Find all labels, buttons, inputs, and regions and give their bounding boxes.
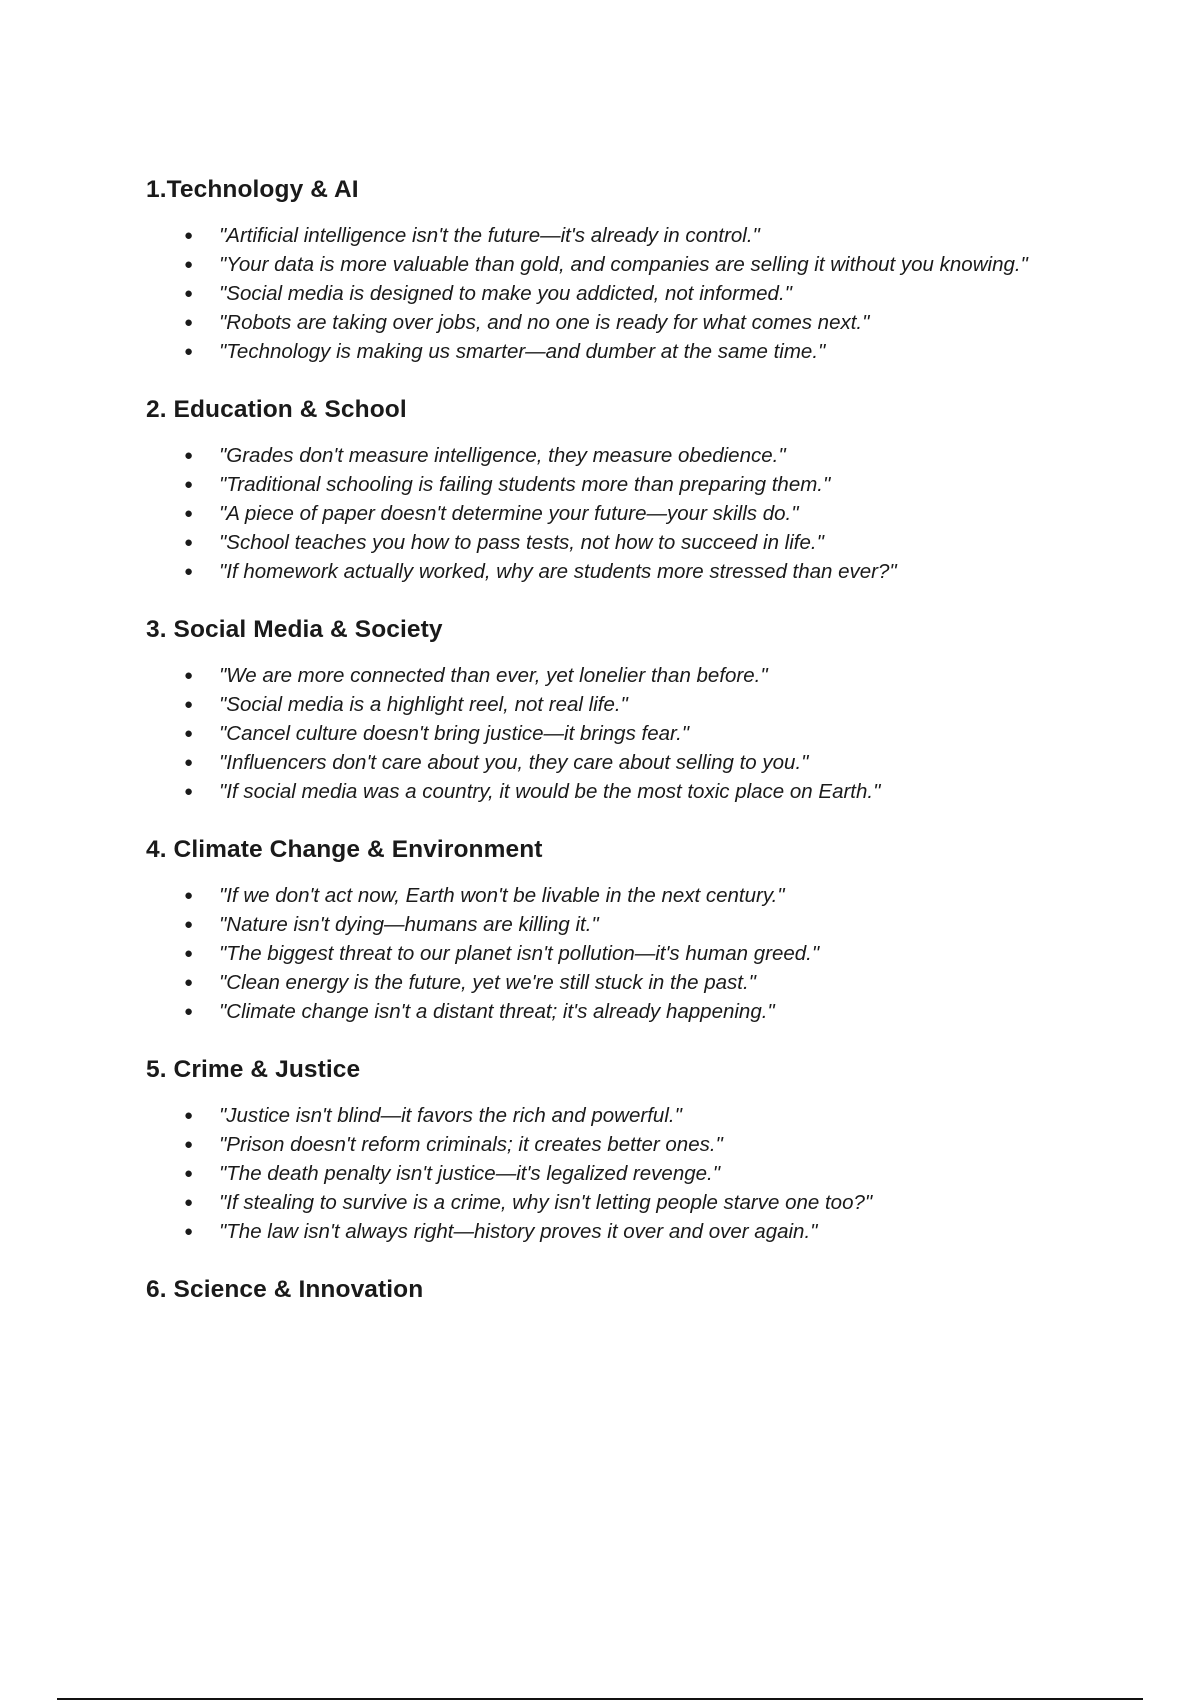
list-item: ● "Social media is a highlight reel, not real life." <box>146 690 1065 719</box>
list-item: ● "Nature isn't dying—humans are killing it." <box>146 910 1065 939</box>
bullet-icon: ● <box>184 696 194 713</box>
list-item: ● "School teaches you how to pass tests, not how to succeed in life." <box>146 528 1065 557</box>
bullet-icon: ● <box>184 505 194 522</box>
section-social-media-society <box>146 614 1046 806</box>
bullet-icon: ● <box>184 285 194 302</box>
bullet-icon: ● <box>184 1165 194 1182</box>
list-item: ● "Cancel culture doesn't bring justice—it brings fear." <box>146 719 1065 748</box>
quote-list <box>146 1101 1046 1246</box>
bullet-icon: ● <box>184 754 194 771</box>
list-item: ● "Grades don't measure intelligence, they measure obedience." <box>146 441 1065 470</box>
bullet-icon: ● <box>184 974 194 991</box>
list-item: ● "If social media was a country, it would be the most toxic place on Earth." <box>146 777 1065 806</box>
list-item: ● "Climate change isn't a distant threat; it's already happening." <box>146 997 1065 1026</box>
list-item: ● "Clean energy is the future, yet we're still stuck in the past." <box>146 968 1065 997</box>
list-item: ● "A piece of paper doesn't determine your future—your skills do." <box>146 499 1065 528</box>
section-technology-ai <box>146 174 1046 366</box>
bullet-icon: ● <box>184 563 194 580</box>
section-heading: 3. Social Media & Society <box>146 616 443 643</box>
list-item: ● "We are more connected than ever, yet lonelier than before." <box>146 661 1065 690</box>
section-science-innovation <box>146 1274 1046 1306</box>
list-item: ● "Artificial intelligence isn't the future—it's already in control." <box>146 221 1065 250</box>
bullet-icon: ● <box>184 916 194 933</box>
section-climate-change-environment <box>146 834 1046 1026</box>
bullet-icon: ● <box>184 1107 194 1124</box>
bullet-icon: ● <box>184 534 194 551</box>
list-item: ● "Traditional schooling is failing students more than preparing them." <box>146 470 1065 499</box>
quote-list <box>146 881 1046 1026</box>
bullet-icon: ● <box>184 725 194 742</box>
bullet-icon: ● <box>184 1003 194 1020</box>
bullet-icon: ● <box>184 1136 194 1153</box>
list-item: ● "If stealing to survive is a crime, why isn't letting people starve one too?" <box>146 1188 1065 1217</box>
bullet-icon: ● <box>184 227 194 244</box>
section-heading: 4. Climate Change & Environment <box>146 836 543 863</box>
quote-list <box>146 221 1046 366</box>
bullet-icon: ● <box>184 256 194 273</box>
bullet-icon: ● <box>184 945 194 962</box>
list-item: ● "Social media is designed to make you addicted, not informed." <box>146 279 1065 308</box>
quote-list <box>146 661 1046 806</box>
section-crime-justice <box>146 1054 1046 1246</box>
bullet-icon: ● <box>184 476 194 493</box>
list-item: ● "Robots are taking over jobs, and no one is ready for what comes next." <box>146 308 1065 337</box>
bullet-icon: ● <box>184 447 194 464</box>
list-item: ● "Prison doesn't reform criminals; it creates better ones." <box>146 1130 1065 1159</box>
section-heading: 1.Technology & AI <box>146 176 359 203</box>
section-heading: 6. Science & Innovation <box>146 1276 424 1303</box>
bullet-icon: ● <box>184 314 194 331</box>
list-item: ● "Technology is making us smarter—and dumber at the same time." <box>146 337 1065 366</box>
section-heading: 2. Education & School <box>146 396 407 423</box>
document-page <box>146 174 1046 1306</box>
section-education-school <box>146 394 1046 586</box>
list-item: ● "Influencers don't care about you, they care about selling to you." <box>146 748 1065 777</box>
list-item: ● "The death penalty isn't justice—it's legalized revenge." <box>146 1159 1065 1188</box>
quote-list <box>146 441 1046 586</box>
list-item: ● "Justice isn't blind—it favors the rich and powerful." <box>146 1101 1065 1130</box>
bullet-icon: ● <box>184 1194 194 1211</box>
bullet-icon: ● <box>184 1223 194 1240</box>
list-item: ● "If we don't act now, Earth won't be livable in the next century." <box>146 881 1065 910</box>
bullet-icon: ● <box>184 667 194 684</box>
bullet-icon: ● <box>184 887 194 904</box>
bullet-icon: ● <box>184 783 194 800</box>
list-item: ● "The law isn't always right—history proves it over and over again." <box>146 1217 1065 1246</box>
bullet-icon: ● <box>184 343 194 360</box>
list-item: ● "If homework actually worked, why are students more stressed than ever?" <box>146 557 1065 586</box>
section-heading: 5. Crime & Justice <box>146 1056 361 1083</box>
list-item: ● "Your data is more valuable than gold, and companies are selling it without you knowing." <box>146 250 1065 279</box>
list-item: ● "The biggest threat to our planet isn't pollution—it's human greed." <box>146 939 1065 968</box>
